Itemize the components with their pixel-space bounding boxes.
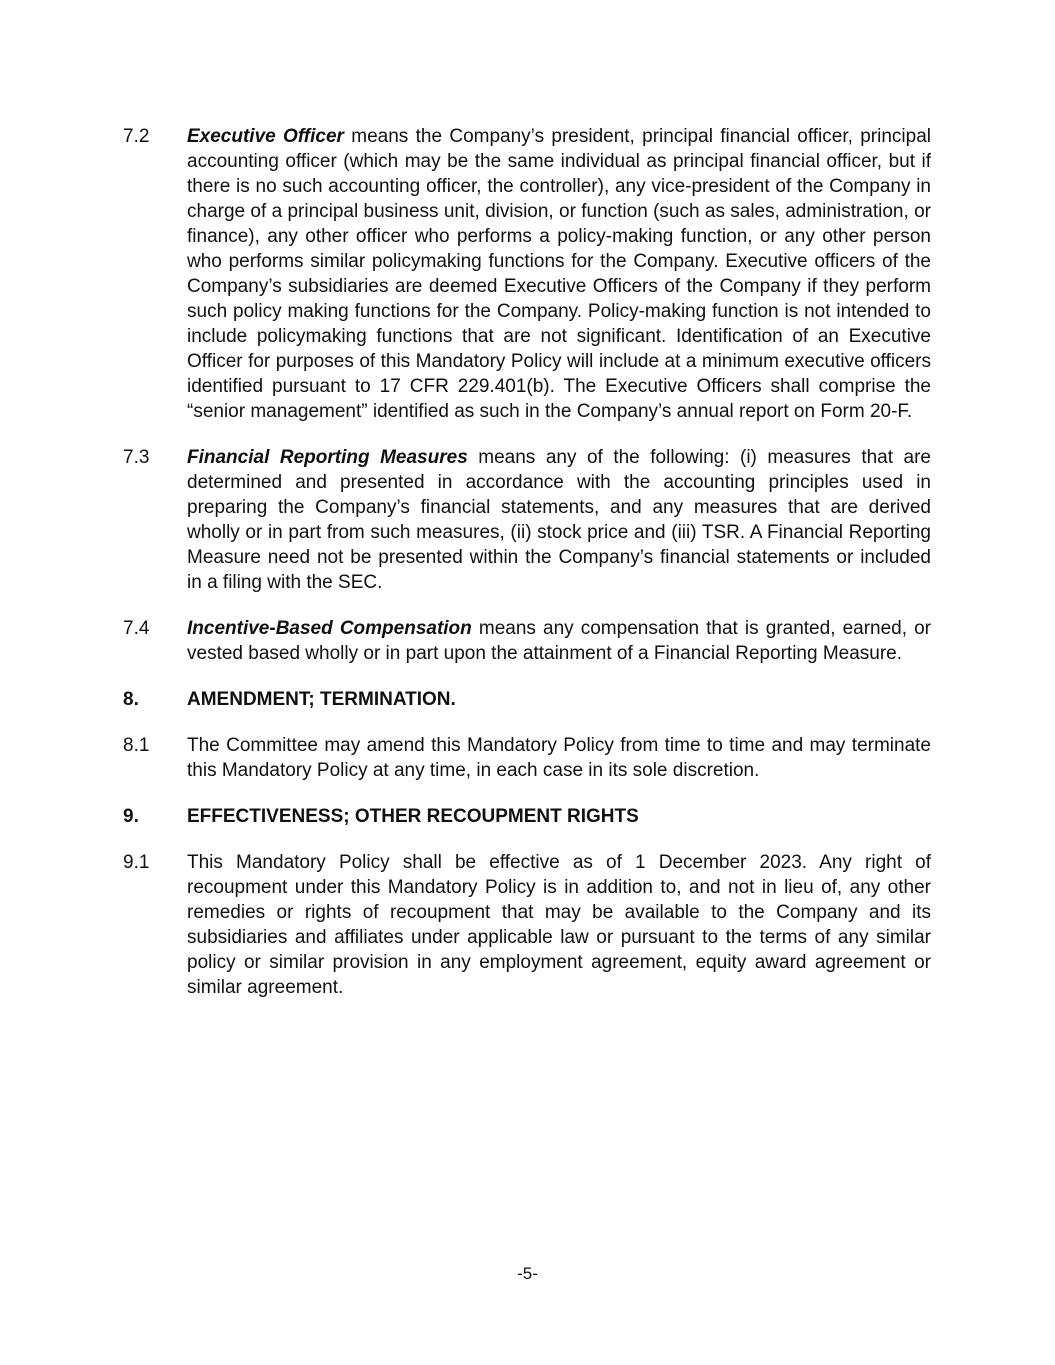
defined-term: Incentive-Based Compensation (187, 618, 472, 639)
section-heading-8 (123, 687, 931, 712)
clause-text (187, 124, 931, 424)
page-number: -5- (517, 1264, 538, 1283)
document-body (123, 124, 931, 1000)
clause-7-2 (123, 124, 931, 424)
section-number: 9. (123, 806, 139, 827)
clause-8-1 (123, 733, 931, 783)
definition-text: means any compensation that is granted, earned, or vested based wholly or in part upon the attainment of a Financial Reporting Measure. (187, 618, 932, 664)
clause-number: 9.1 (123, 852, 150, 873)
clause-text (187, 616, 931, 666)
definition-text: means any of the following: (i) measures that are determined and presented in accordance with the accounting principles used in preparing the Company’s financial statements, and any measures that are derived wholly or in part from such measures, (ii) stock price and (iii) TSR. A Financial Reporting Measure need not be presented within the Company’s financial statements or included in a filing with the SEC. (187, 447, 931, 593)
clause-7-4 (123, 616, 931, 666)
clause-text (187, 445, 931, 595)
section-heading-9 (123, 804, 931, 829)
defined-term: Financial Reporting Measures (187, 447, 468, 468)
clause-text: This Mandatory Policy shall be effective as of 1 December 2023. Any right of recoupment under this Mandatory Policy is in addition to, and not in lieu of, any other remedies or rights of recoupment that may be available to the Company and its subsidiaries and affiliates under applicable law or pursuant to the terms of any similar policy or similar provision in any employment agreement, equity award agreement or similar agreement. (187, 852, 931, 998)
section-title: AMENDMENT; TERMINATION. (187, 689, 456, 710)
clause-9-1 (123, 850, 931, 1000)
clause-number: 7.2 (123, 126, 150, 147)
section-number: 8. (123, 689, 139, 710)
clause-number: 7.4 (123, 618, 150, 639)
clause-number: 8.1 (123, 735, 150, 756)
clause-text: The Committee may amend this Mandatory Policy from time to time and may terminate this Mandatory Policy at any time, in each case in its sole discretion. (187, 735, 931, 781)
definition-text: means the Company’s president, principal financial officer, principal accounting officer (which may be the same individual as principal financial officer, but if there is no such accounting officer, the controller), any vice-president of the Company in charge of a principal business unit, division, or function (such as sales, administration, or finance), any other officer who performs a policy-making function, or any other person who performs similar policymaking functions for the Company. Executive officers of the Company’s subsidiaries are deemed Executive Officers of the Company if they perform such policy making functions for the Company. Policy-making function is not intended to include policymaking functions that are not significant. Identification of an Executive Officer for purposes of this Mandatory Policy will include at a minimum executive officers identified pursuant to 17 CFR 229.401(b). The Executive Officers shall comprise the “senior management” identified as such in the Company’s annual report on Form 20-F. (187, 126, 931, 422)
clause-7-3 (123, 445, 931, 595)
section-title: EFFECTIVENESS; OTHER RECOUPMENT RIGHTS (187, 806, 639, 827)
clause-number: 7.3 (123, 447, 150, 468)
defined-term: Executive Officer (187, 126, 344, 147)
